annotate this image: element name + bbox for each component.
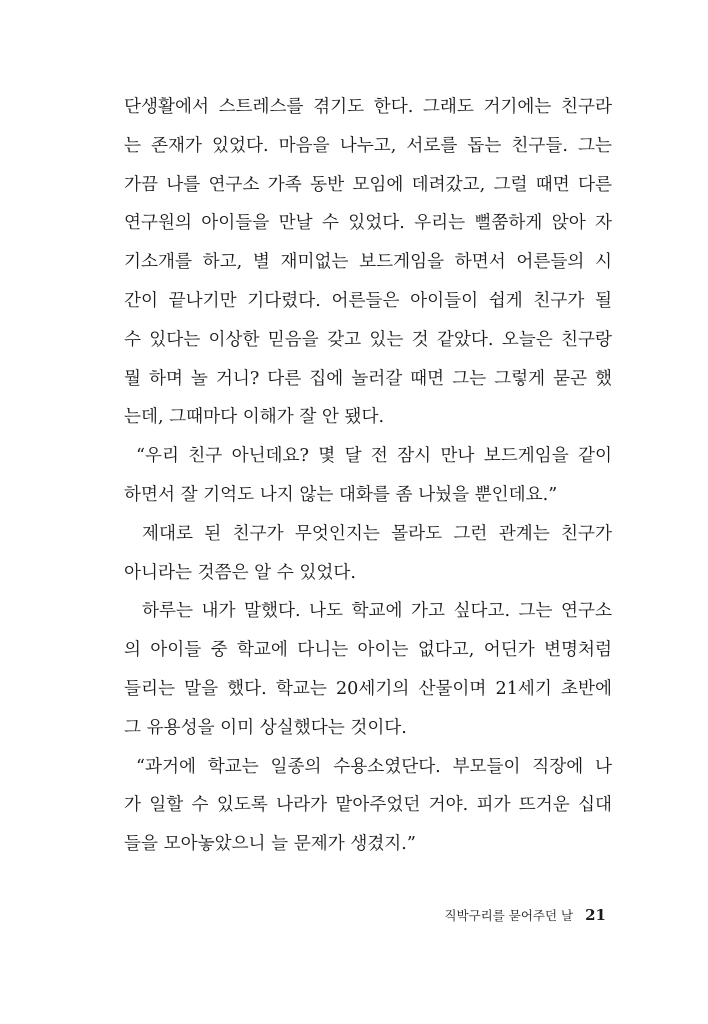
text-line: 는 존재가 있었다. 마음을 나누고, 서로를 돕는 친구들. 그는: [124, 135, 612, 156]
dialogue-line: “우리 친구 아닌데요? 몇 달 전 잠시 만나 보드게임을 같이: [136, 446, 612, 467]
text-line: 간이 끝나기만 기다렸다. 어른들은 아이들이 쉽게 친구가 될: [124, 290, 612, 311]
paragraph-start-line: 제대로 된 친구가 무엇인지는 몰라도 그런 관계는 친구가: [142, 523, 612, 544]
footer-title: 직박구리를 묻어주던 날: [444, 908, 574, 923]
text-line: 뭘 하며 놀 거니? 다른 집에 놀러갈 때면 그는 그렇게 묻곤 했: [124, 368, 612, 389]
text-line: 의 아이들 중 학교에 다니는 아이는 없다고, 어딘가 변명처럼: [124, 640, 612, 661]
text-line: 는데, 그때마다 이해가 잘 안 됐다.: [124, 407, 385, 428]
text-line: 연구원의 아이들을 만날 수 있었다. 우리는 뻘쭘하게 앉아 자: [124, 213, 612, 234]
dialogue-line: 하면서 잘 기억도 나지 않는 대화를 좀 나눴을 뿐인데요.”: [124, 484, 558, 505]
dialogue-line: 가 일할 수 있도록 나라가 맡아주었던 거야. 피가 뜨거운 십대: [124, 795, 612, 816]
running-footer: [444, 906, 606, 924]
text-line: 가끔 나를 연구소 가족 동반 모임에 데려갔고, 그럴 때면 다른: [124, 174, 612, 195]
page-number: 21: [585, 906, 606, 924]
paragraph-start-line: 하루는 내가 말했다. 나도 학교에 가고 싶다고. 그는 연구소: [142, 601, 612, 622]
text-line: 아니라는 것쯤은 알 수 있었다.: [124, 562, 356, 583]
text-line: 수 있다는 이상한 믿음을 갖고 있는 것 같았다. 오늘은 친구랑: [124, 329, 612, 350]
text-line: 들리는 말을 했다. 학교는 20세기의 산물이며 21세기 초반에: [124, 678, 612, 699]
body-text: [124, 88, 612, 864]
dialogue-line: “과거에 학교는 일종의 수용소였단다. 부모들이 직장에 나: [136, 756, 612, 777]
text-line: 기소개를 하고, 별 재미없는 보드게임을 하면서 어른들의 시: [124, 252, 612, 273]
dialogue-line: 들을 모아놓았으니 늘 문제가 생겼지.”: [124, 834, 416, 855]
text-line: 단생활에서 스트레스를 겪기도 한다. 그래도 거기에는 친구라: [124, 97, 612, 117]
text-line: 그 유용성을 이미 상실했다는 것이다.: [124, 717, 407, 738]
